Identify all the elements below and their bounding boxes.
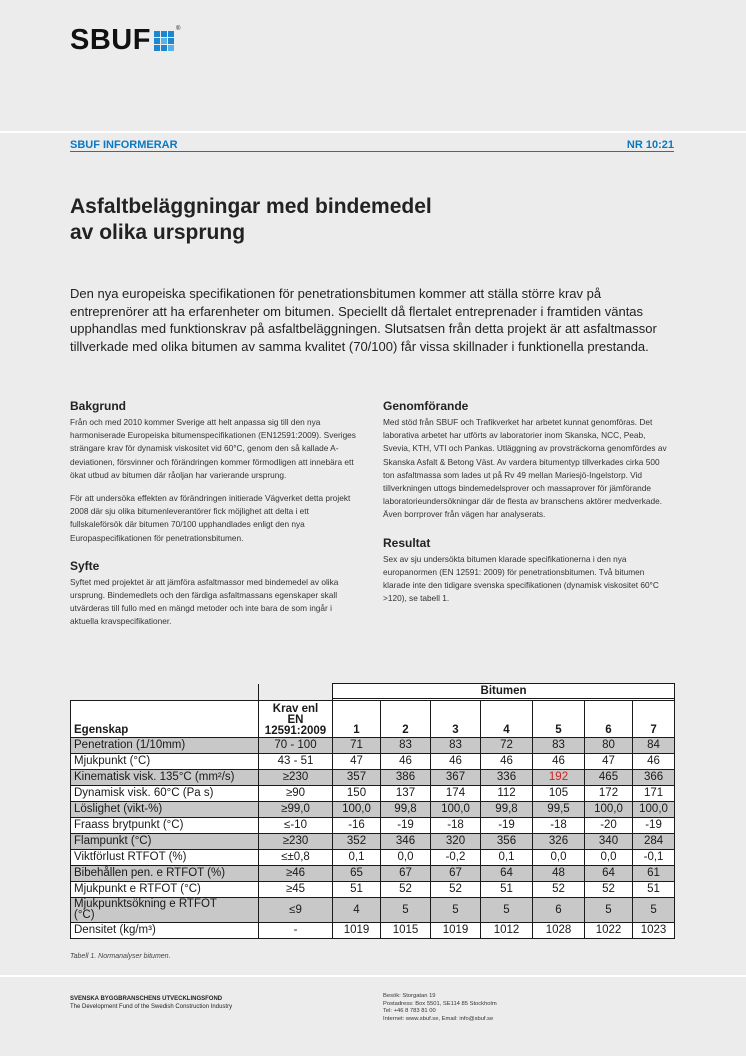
row-value: 51 bbox=[633, 882, 675, 898]
table-row bbox=[71, 738, 675, 754]
row-value: 320 bbox=[431, 834, 481, 850]
logo-cell bbox=[154, 38, 160, 44]
table-row bbox=[71, 770, 675, 786]
row-value: 47 bbox=[333, 754, 381, 770]
bakgrund-paragraph-1: Från och med 2010 kommer Sverige att helt anpassa sig till den nya harmoniserade Europeiska bitumenspecifikationen (EN12591:2009). Sveriges strängare krav för dynamisk viskositet vid 60°C, genom den så kallade A-deviationen, försvinner och förändringen kommer förmodligen att innebära ett ökat utbud av bitumen där råoljan har varierande ursprung. bbox=[70, 417, 356, 480]
row-value: 340 bbox=[585, 834, 633, 850]
header-bitumen-5: 5 bbox=[533, 701, 585, 738]
row-requirement: 70 - 100 bbox=[259, 738, 333, 754]
row-value: 46 bbox=[381, 754, 431, 770]
table-row bbox=[71, 786, 675, 802]
row-value: 52 bbox=[533, 882, 585, 898]
lead-paragraph: Den nya europeiska specifikationen för penetrationsbitumen kommer att ställa större krav på entreprenörer att ha erfarenheter om bitumen. Speciellt då flertalet entreprenader i framtiden väntas upphandlas med funktionskrav på asfaltbeläggningen. Slutsatsen från detta projekt är att asfaltmassor tillverkade med olika bitumen av samma kvalitet (70/100) får vissa skillnader i funktionella prestanda. bbox=[70, 286, 657, 354]
row-value: 99,8 bbox=[381, 802, 431, 818]
row-value: 5 bbox=[633, 898, 675, 923]
bakgrund-paragraph-2: För att undersöka effekten av förändringen initierade Vägverket detta projekt 2008 där sju olika bitumenleverantörer fick möjlighet att delta i ett fullskaleförsök där bitumen 70/100 upphandlades enligt den nya Europaspecifikationen för penetrationsbitumen. bbox=[70, 493, 351, 543]
header-bitumen-7: 7 bbox=[633, 701, 675, 738]
right-column bbox=[383, 399, 673, 615]
logo-cell bbox=[168, 45, 174, 51]
row-property: Mjukpunkt e RTFOT (°C) bbox=[71, 882, 259, 898]
row-requirement: - bbox=[259, 923, 333, 939]
row-value: 352 bbox=[333, 834, 381, 850]
row-value: 150 bbox=[333, 786, 381, 802]
row-requirement: ≥230 bbox=[259, 834, 333, 850]
row-value: -20 bbox=[585, 818, 633, 834]
row-property: Flampunkt (°C) bbox=[71, 834, 259, 850]
row-value: 100,0 bbox=[333, 802, 381, 818]
registered-mark: ® bbox=[175, 26, 181, 32]
logo-cell bbox=[168, 31, 174, 37]
left-column bbox=[70, 399, 360, 639]
genomforande-paragraph: Med stöd från SBUF och Trafikverket har arbetet kunnat genomföras. Det laborativa arbetet har utförts av laboratorier inom Skanska, NCC, Peab, Svevia, KTH, VTI och Pankas. Utläggning av provsträckorna genomfördes av Skanska Asfalt & Betong Väst. Av vardera bitumentyp tillverkades cirka 500 ton asfaltmassa som lades ut på Rv 49 mellan Mariesjö-Ingelstorp. Vid tillverkningen uttogs bindemedelsprover och massaprover för jämförande laboratorieundersökningar där de flesta av branschens aktörer medverkade. Även borrprover från vägen har analyserats. bbox=[383, 417, 667, 520]
row-value: 47 bbox=[585, 754, 633, 770]
table-row bbox=[71, 818, 675, 834]
visit-address: Besök: Storgatan 19 bbox=[383, 993, 436, 999]
heading-bakgrund: Bakgrund bbox=[70, 399, 127, 413]
row-value: 1012 bbox=[481, 923, 533, 939]
row-value: 367 bbox=[431, 770, 481, 786]
header-requirement bbox=[259, 701, 333, 738]
row-property-line-2: (°C) bbox=[74, 909, 95, 921]
row-value: 99,8 bbox=[481, 802, 533, 818]
row-value: 64 bbox=[481, 866, 533, 882]
row-value: 51 bbox=[333, 882, 381, 898]
row-value: 5 bbox=[381, 898, 431, 923]
row-value: 386 bbox=[381, 770, 431, 786]
row-value: 1015 bbox=[381, 923, 431, 939]
row-value: 5 bbox=[585, 898, 633, 923]
row-value: 100,0 bbox=[431, 802, 481, 818]
page-title bbox=[70, 194, 630, 246]
row-property: Bibehållen pen. e RTFOT (%) bbox=[71, 866, 259, 882]
logo-cell bbox=[161, 31, 167, 37]
row-value: 1023 bbox=[633, 923, 675, 939]
row-value: -16 bbox=[333, 818, 381, 834]
row-value: 46 bbox=[431, 754, 481, 770]
table-row bbox=[71, 834, 675, 850]
row-value: -19 bbox=[633, 818, 675, 834]
row-value: 83 bbox=[533, 738, 585, 754]
row-value: 1028 bbox=[533, 923, 585, 939]
heading-syfte: Syfte bbox=[70, 558, 100, 573]
logo-cell bbox=[168, 38, 174, 44]
row-value: 83 bbox=[381, 738, 431, 754]
row-value: 356 bbox=[481, 834, 533, 850]
phone-number: Tel: +46 8 783 81 00 bbox=[383, 1008, 436, 1014]
row-property: Fraass brytpunkt (°C) bbox=[71, 818, 259, 834]
row-requirement: ≤±0,8 bbox=[259, 850, 333, 866]
row-value: 5 bbox=[481, 898, 533, 923]
table-row bbox=[71, 882, 675, 898]
row-value: 46 bbox=[481, 754, 533, 770]
resultat-paragraph: Sex av sju undersökta bitumen klarade specifikationerna i den nya europanormen (EN 12591: 2009) för penetrationsbitumen. Två bitumen klarade inte den tidigare svenska specifikationen (dynamisk viskositet 60°C >120), se tabell 1. bbox=[383, 553, 659, 604]
row-value: 366 bbox=[633, 770, 675, 786]
row-requirement: ≥46 bbox=[259, 866, 333, 882]
req-header-line-2: EN bbox=[287, 714, 304, 726]
row-value: 174 bbox=[431, 786, 481, 802]
row-requirement: ≥90 bbox=[259, 786, 333, 802]
row-value: -19 bbox=[481, 818, 533, 834]
row-value: 0,0 bbox=[381, 850, 431, 866]
row-value: 61 bbox=[633, 866, 675, 882]
row-value: 72 bbox=[481, 738, 533, 754]
table-row bbox=[71, 802, 675, 818]
row-property: Penetration (1/10mm) bbox=[71, 738, 259, 754]
row-value: 46 bbox=[533, 754, 585, 770]
row-value: 52 bbox=[585, 882, 633, 898]
bitumen-table bbox=[70, 683, 675, 939]
header-bitumen-6: 6 bbox=[585, 701, 633, 738]
header-bitumen-2: 2 bbox=[381, 701, 431, 738]
row-value: 326 bbox=[533, 834, 585, 850]
title-line-2: av olika ursprung bbox=[70, 221, 246, 244]
row-value: 6 bbox=[533, 898, 585, 923]
table-row bbox=[71, 898, 675, 923]
logo-cell bbox=[161, 45, 167, 51]
row-requirement: 43 - 51 bbox=[259, 754, 333, 770]
table-row bbox=[71, 850, 675, 866]
row-value: 52 bbox=[431, 882, 481, 898]
footer-organization bbox=[70, 995, 232, 1011]
row-requirement: ≤9 bbox=[259, 898, 333, 923]
row-requirement: ≥99,0 bbox=[259, 802, 333, 818]
row-property: Viktförlust RTFOT (%) bbox=[71, 850, 259, 866]
row-value: 67 bbox=[431, 866, 481, 882]
row-value: -18 bbox=[533, 818, 585, 834]
logo-cell bbox=[154, 31, 160, 37]
issue-number: NR 10:21 bbox=[626, 139, 674, 151]
row-value: 1019 bbox=[431, 923, 481, 939]
row-value: 137 bbox=[381, 786, 431, 802]
row-value: -18 bbox=[431, 818, 481, 834]
row-value: 465 bbox=[585, 770, 633, 786]
row-property: Dynamisk visk. 60°C (Pa s) bbox=[71, 786, 259, 802]
row-value: 346 bbox=[381, 834, 431, 850]
row-property: Mjukpunkt (°C) bbox=[71, 754, 259, 770]
blank-req-top bbox=[259, 684, 333, 701]
top-divider bbox=[0, 131, 746, 133]
org-name-english: The Development Fund of the Swedish Construction Industry bbox=[70, 1004, 233, 1010]
heading-genomforande: Genomförande bbox=[383, 399, 469, 413]
row-requirement: ≥230 bbox=[259, 770, 333, 786]
row-value: 83 bbox=[431, 738, 481, 754]
row-value: 71 bbox=[333, 738, 381, 754]
heading-resultat: Resultat bbox=[383, 535, 431, 550]
row-value: 84 bbox=[633, 738, 675, 754]
row-value: -19 bbox=[381, 818, 431, 834]
row-value: 0,1 bbox=[481, 850, 533, 866]
row-value: 64 bbox=[585, 866, 633, 882]
row-value: 357 bbox=[333, 770, 381, 786]
logo-cell bbox=[161, 38, 167, 44]
logo-text: SBUF bbox=[70, 24, 151, 56]
row-property: Kinematisk visk. 135°C (mm²/s) bbox=[71, 770, 259, 786]
org-name: SVENSKA BYGGBRANSCHENS UTVECKLINGSFOND bbox=[70, 996, 223, 1002]
sbuf-logo bbox=[70, 24, 180, 57]
title-line-1: Asfaltbeläggningar med bindemedel bbox=[70, 195, 432, 218]
row-value-highlighted: 192 bbox=[533, 770, 585, 786]
row-value: 171 bbox=[633, 786, 675, 802]
syfte-paragraph: Syftet med projektet är att jämföra asfaltmassor med bindemedel av olika ursprung. Bindemedlets och den färdiga asfaltmassans egenskaper skall utvärderas till fullo med en mängd metoder och inte bara de som ingår i aktuella kravspecifikationer. bbox=[70, 576, 339, 627]
postal-address: Postadress: Box 5501, SE114 85 Stockholm bbox=[383, 1000, 497, 1007]
row-value: 67 bbox=[381, 866, 431, 882]
row-requirement: ≤-10 bbox=[259, 818, 333, 834]
blank-corner bbox=[71, 684, 259, 701]
table-row bbox=[71, 866, 675, 882]
row-value: 100,0 bbox=[585, 802, 633, 818]
table-caption: Tabell 1. Normanalyser bitumen. bbox=[70, 953, 171, 960]
bottom-divider bbox=[0, 975, 746, 977]
row-value: 105 bbox=[533, 786, 585, 802]
row-value: 172 bbox=[585, 786, 633, 802]
row-property: Densitet (kg/m³) bbox=[71, 923, 259, 939]
header-property: Egenskap bbox=[71, 701, 259, 738]
header-rule bbox=[70, 151, 674, 152]
row-value: 51 bbox=[481, 882, 533, 898]
req-header-line-3: 12591:2009 bbox=[264, 725, 327, 737]
row-property: Löslighet (vikt-%) bbox=[71, 802, 259, 818]
web-email: Internet: www.sbuf.se, Email: info@sbuf.se bbox=[383, 1015, 494, 1022]
header-bitumen-4: 4 bbox=[481, 701, 533, 738]
series-label: SBUF INFORMERAR bbox=[70, 139, 178, 151]
row-property bbox=[71, 898, 259, 923]
row-value: 336 bbox=[481, 770, 533, 786]
footer-contact bbox=[383, 993, 497, 1023]
row-value: 112 bbox=[481, 786, 533, 802]
row-value: 52 bbox=[381, 882, 431, 898]
table-row bbox=[71, 923, 675, 939]
logo-cell bbox=[154, 45, 160, 51]
row-value: -0,2 bbox=[431, 850, 481, 866]
row-value: 284 bbox=[633, 834, 675, 850]
req-header-line-1: Krav enl bbox=[272, 703, 319, 715]
row-value: 65 bbox=[333, 866, 381, 882]
row-value: -0,1 bbox=[633, 850, 675, 866]
row-value: 0,0 bbox=[533, 850, 585, 866]
row-value: 4 bbox=[333, 898, 381, 923]
row-property-line-1: Mjukpunktsökning e RTFOT bbox=[74, 898, 217, 910]
row-value: 1019 bbox=[333, 923, 381, 939]
logo-grid-icon bbox=[154, 31, 174, 51]
row-value: 48 bbox=[533, 866, 585, 882]
row-value: 1022 bbox=[585, 923, 633, 939]
header-bitumen-1: 1 bbox=[333, 701, 381, 738]
row-value: 99,5 bbox=[533, 802, 585, 818]
header-bitumen-3: 3 bbox=[431, 701, 481, 738]
row-value: 0,1 bbox=[333, 850, 381, 866]
row-value: 100,0 bbox=[633, 802, 675, 818]
row-value: 0,0 bbox=[585, 850, 633, 866]
table-row bbox=[71, 754, 675, 770]
row-value: 80 bbox=[585, 738, 633, 754]
row-value: 5 bbox=[431, 898, 481, 923]
row-value: 46 bbox=[633, 754, 675, 770]
bitumen-group-header: Bitumen bbox=[333, 684, 675, 699]
row-requirement: ≥45 bbox=[259, 882, 333, 898]
